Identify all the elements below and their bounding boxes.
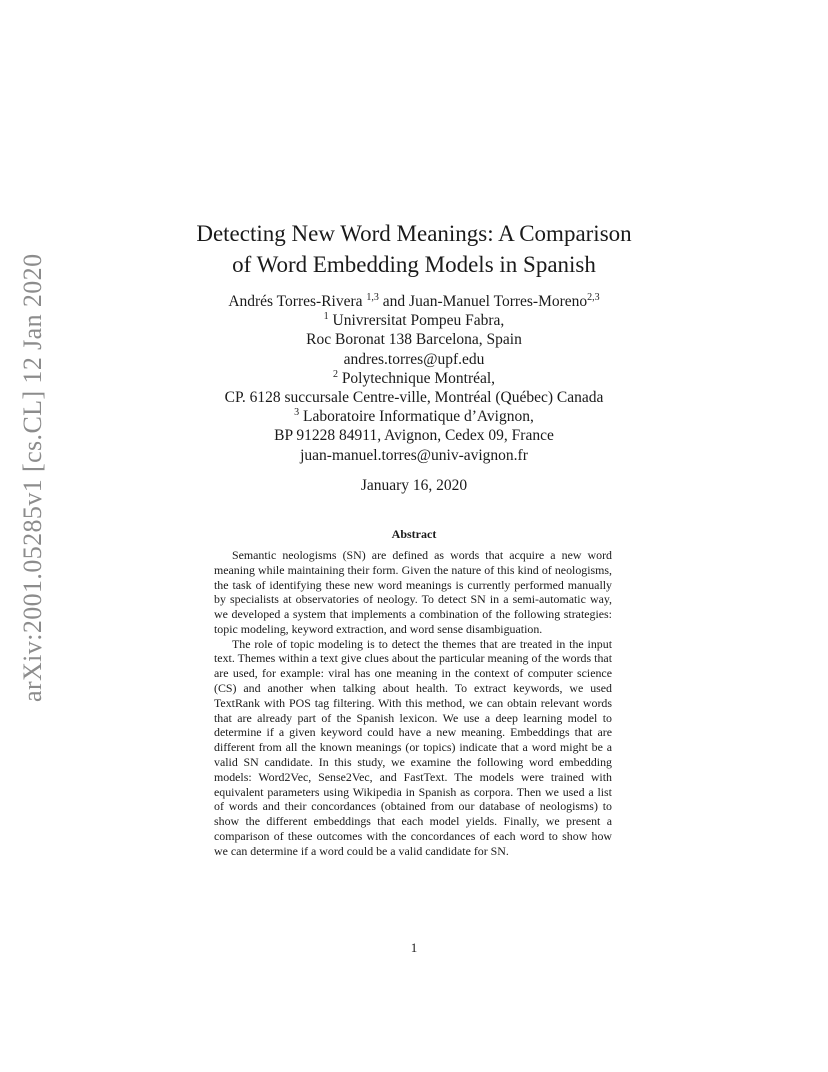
affiliation-1-text: Univrersitat Pompeu Fabra, bbox=[332, 312, 505, 330]
affiliation-3-address: BP 91228 84911, Avignon, Cedex 09, France bbox=[274, 427, 554, 445]
affiliation-3-name bbox=[150, 407, 678, 426]
affiliation-2-address: CP. 6128 succursale Centre-ville, Montréal (Québec) Canada bbox=[224, 389, 604, 407]
author-2-name: Juan-Manuel Torres-Moreno bbox=[409, 293, 588, 310]
abstract-heading: Abstract bbox=[391, 527, 437, 541]
abstract-paragraph-1: Semantic neologisms (SN) are defined as words that acquire a new word meaning while maintaining their form. Given the nature of this kind of neologisms, the task of identifying these new word meanings is currently performed manually by specialists at observatories of neology. To detect SN in a semi-automatic way, we developed a system that implements a combination of the following strategies: topic modeling, keyword extraction, and word sense disambiguation. bbox=[214, 548, 612, 636]
page-number: 1 bbox=[410, 940, 418, 955]
author-2-affiliation-mark: 2,3 bbox=[587, 292, 600, 303]
author-conjunction: and bbox=[382, 293, 406, 310]
author-1-affiliation-mark: 1,3 bbox=[366, 292, 379, 303]
affiliation-1-address: Roc Boronat 138 Barcelona, Spain bbox=[306, 331, 522, 349]
paper-date: January 16, 2020 bbox=[360, 477, 468, 494]
affiliation-1-name bbox=[150, 311, 678, 330]
author-block bbox=[150, 292, 678, 465]
author-line bbox=[150, 292, 678, 311]
abstract-paragraph-2: The role of topic modeling is to detect the themes that are treated in the input text. Themes within a text give clues about the particular meaning of the words that are used, for example: viral has one meaning in the context of computer science (CS) and another when talking about health. To extract keywords, we used TextRank with POS tag filtering. With this method, we can obtain relevant words that are already part of the Spanish lexicon. We use a deep learning model to determine if a given keyword could have a new meaning. Embeddings that are different from all the known meanings (or topics) indicate that a word might be a valid SN candidate. In this study, we examine the following word embedding models: Word2Vec, Sense2Vec, and FastText. The models were trained with equivalent parameters using Wikipedia in Spanish as corpora. Then we used a list of words and their concordances (obtained from our database of neologisms) to show the different embeddings that each model yields. Finally, we present a comparison of these outcomes with the concordances of each word to show how we can determine if a word could be a valid candidate for SN. bbox=[214, 636, 612, 858]
affiliation-1-email: andres.torres@upf.edu bbox=[343, 350, 485, 368]
affiliation-2-text: Polytechnique Montréal, bbox=[341, 369, 496, 387]
affiliation-1-mark: 1 bbox=[323, 311, 329, 323]
affiliation-3-text: Laboratoire Informatique d’Avignon, bbox=[303, 408, 534, 426]
title-line-2: of Word Embedding Models in Spanish bbox=[232, 252, 596, 277]
affiliation-2-mark: 2 bbox=[332, 368, 338, 380]
affiliation-2-name bbox=[150, 369, 678, 388]
author-1-name: Andrés Torres-Rivera bbox=[228, 293, 363, 310]
title-line-1: Detecting New Word Meanings: A Comparison bbox=[196, 221, 632, 246]
affiliation-3-email: juan-manuel.torres@univ-avignon.fr bbox=[300, 446, 528, 464]
affiliation-3-mark: 3 bbox=[294, 407, 300, 419]
abstract-body bbox=[214, 548, 612, 858]
arxiv-identifier: arXiv:2001.05285v1 [cs.CL] 12 Jan 2020 bbox=[18, 253, 47, 702]
paper-title bbox=[150, 218, 678, 280]
